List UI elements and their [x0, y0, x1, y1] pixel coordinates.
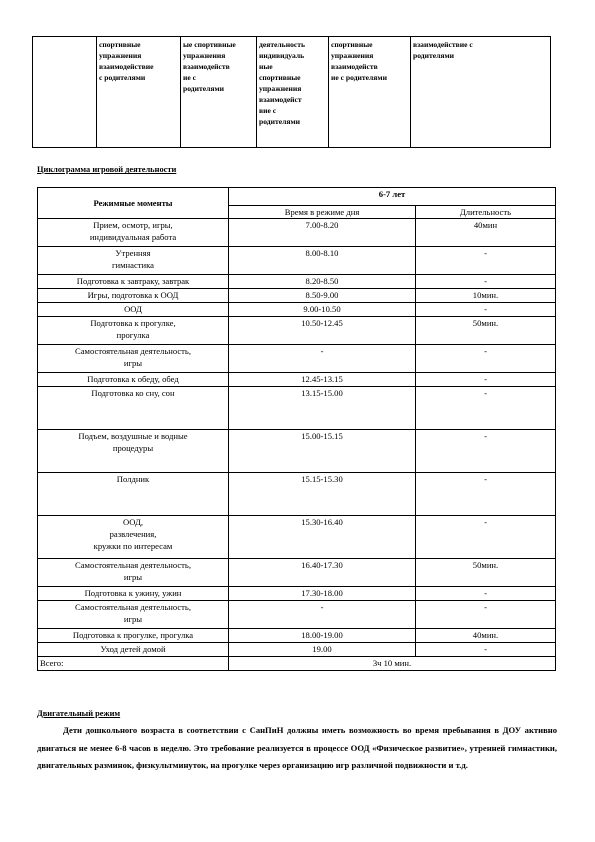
table-row — [38, 345, 556, 373]
row-duration: 50мин. — [416, 559, 556, 587]
top-cell — [411, 37, 551, 148]
body-paragraph: Дети дошкольного возраста в соответствии с СанПиН должны иметь возможность во время пребывания в ДОУ активно двигаться не менее 6-8 часов в неделю. Это требование реализуется в процессе ООД «Физическое развитие», утренней гимнастики, двигательных разминок, физкультминуток, на прогулке через организацию игр различной подвижности и т.д. — [37, 725, 557, 770]
row-duration: 40мин — [416, 219, 556, 247]
section-heading-cyclogram: Циклограмма игровой деятельности — [37, 165, 177, 174]
row-duration: - — [416, 373, 556, 387]
row-name: ООД — [38, 303, 229, 317]
row-name: Самостоятельная деятельность, игры — [38, 601, 229, 629]
top-cell — [329, 37, 411, 148]
row-duration: 10мин. — [416, 289, 556, 303]
row-name: Уход детей домой — [38, 643, 229, 657]
table-row — [38, 559, 556, 587]
row-time: 15.30-16.40 — [229, 516, 416, 559]
row-name: Подготовка к ужину, ужин — [38, 587, 229, 601]
row-duration: - — [416, 587, 556, 601]
row-name: Полдник — [38, 473, 229, 516]
row-time: 8.50-9.00 — [229, 289, 416, 303]
table-row — [38, 387, 556, 430]
total-row — [38, 657, 556, 671]
row-time: 9.00-10.50 — [229, 303, 416, 317]
row-name: Подготовка к обеду, обед — [38, 373, 229, 387]
col-header-moments: Режимные моменты — [38, 188, 229, 219]
row-name: Подъем, воздушные и водные процедуры — [38, 430, 229, 473]
row-time: 12.45-13.15 — [229, 373, 416, 387]
col-header-time: Время в режиме дня — [229, 206, 416, 219]
table-row — [38, 473, 556, 516]
row-name: Утренняя гимнастика — [38, 247, 229, 275]
row-duration: 40мин. — [416, 629, 556, 643]
row-time: 18.00-19.00 — [229, 629, 416, 643]
row-name: Самостоятельная деятельность, игры — [38, 345, 229, 373]
row-time: 7.00-8.20 — [229, 219, 416, 247]
row-duration: - — [416, 275, 556, 289]
top-cell-text: ые спортивные упражнения взаимодейств ие с родителями — [183, 40, 236, 93]
table-row — [38, 601, 556, 629]
row-time: 10.50-12.45 — [229, 317, 416, 345]
table-row — [38, 587, 556, 601]
schedule-header-row — [38, 188, 556, 206]
row-duration: - — [416, 387, 556, 430]
section-heading-motor-mode: Двигательный режим — [37, 709, 121, 718]
table-row — [38, 373, 556, 387]
top-cell — [33, 37, 97, 148]
table-row — [38, 247, 556, 275]
row-time: 19.00 — [229, 643, 416, 657]
top-cell-text: спортивные упражнения взаимодействие с родителями — [99, 40, 154, 82]
row-time: - — [229, 345, 416, 373]
table-row — [38, 219, 556, 247]
total-label: Всего: — [38, 657, 229, 671]
row-time: 13.15-15.00 — [229, 387, 416, 430]
row-name: Подготовка к завтраку, завтрак — [38, 275, 229, 289]
row-time: 16.40-17.30 — [229, 559, 416, 587]
row-name: Самостоятельная деятельность, игры — [38, 559, 229, 587]
table-row — [38, 289, 556, 303]
row-time: 17.30-18.00 — [229, 587, 416, 601]
row-time: 15.15-15.30 — [229, 473, 416, 516]
row-name: Подготовка к прогулке, прогулка — [38, 629, 229, 643]
table-row — [38, 629, 556, 643]
top-cell-text: деятельность индивидуаль ные спортивные упражнения взаимодейст вие с родителями — [259, 40, 305, 126]
row-duration: - — [416, 303, 556, 317]
row-duration: - — [416, 430, 556, 473]
row-duration: - — [416, 601, 556, 629]
top-cell-text: спортивные упражнения взаимодейств ие с родителями — [331, 40, 387, 82]
table-row — [38, 317, 556, 345]
total-value: 3ч 10 мин. — [229, 657, 556, 671]
row-duration: - — [416, 247, 556, 275]
row-duration: - — [416, 345, 556, 373]
row-time: 8.20-8.50 — [229, 275, 416, 289]
row-time: 8.00-8.10 — [229, 247, 416, 275]
table-row — [38, 516, 556, 559]
table-row — [38, 303, 556, 317]
col-header-duration: Длительность — [416, 206, 556, 219]
row-name: Подготовка ко сну, сон — [38, 387, 229, 430]
row-time: 15.00-15.15 — [229, 430, 416, 473]
row-name: Подготовка к прогулке, прогулка — [38, 317, 229, 345]
row-duration: - — [416, 643, 556, 657]
top-cell — [97, 37, 181, 148]
row-name: ООД, развлечения, кружки по интересам — [38, 516, 229, 559]
row-name: Игры, подготовка к ООД — [38, 289, 229, 303]
top-table-fragment — [32, 36, 551, 148]
table-row — [38, 275, 556, 289]
top-cell — [257, 37, 329, 148]
row-duration: 50мин. — [416, 317, 556, 345]
row-name: Прием, осмотр, игры, индивидуальная работа — [38, 219, 229, 247]
top-cell-text: взаимодействие с родителями — [413, 40, 473, 60]
row-duration: - — [416, 473, 556, 516]
schedule-table — [37, 187, 556, 671]
top-cell — [181, 37, 257, 148]
top-table-row — [33, 37, 551, 148]
table-row — [38, 643, 556, 657]
row-time: - — [229, 601, 416, 629]
table-row — [38, 430, 556, 473]
col-header-group: 6-7 лет — [229, 188, 556, 206]
row-duration: - — [416, 516, 556, 559]
